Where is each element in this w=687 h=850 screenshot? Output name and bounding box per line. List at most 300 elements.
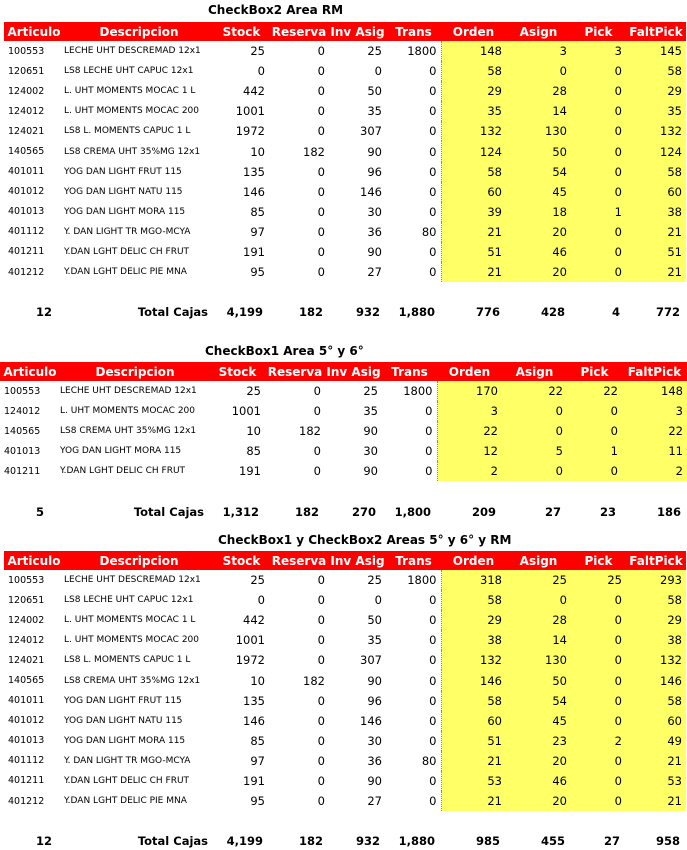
table-row — [4, 590, 686, 610]
section-2-title: CheckBox1 Area 5° y 6° — [205, 344, 364, 358]
cell-stock: 146 — [243, 184, 265, 199]
cell-descripcion: Y. DAN LIGHT TR MGO-MCYA — [64, 755, 191, 766]
column-header-orden: Orden — [437, 362, 502, 381]
cell-reserva: 0 — [317, 653, 325, 668]
table-row — [4, 242, 686, 262]
column-header-articulo: Articulo — [0, 362, 60, 381]
cell-descripcion: YOG DAN LIGHT MORA 115 — [64, 735, 186, 746]
column-header-faltpick: FaltPick — [626, 22, 686, 41]
cell-stock: 25 — [250, 44, 265, 59]
area-5-6-table — [0, 362, 687, 481]
cell-pick: 0 — [571, 630, 626, 650]
cell-pick: 0 — [571, 242, 626, 262]
cell-faltpick: 145 — [626, 41, 686, 61]
cell-faltpick: 51 — [626, 242, 686, 262]
cell-stock: 10 — [250, 144, 265, 159]
table-row — [0, 401, 687, 421]
cell-orden: 58 — [441, 590, 506, 610]
cell-reserva: 0 — [317, 224, 325, 239]
total-reserva: 182 — [294, 505, 319, 519]
cell-inv-asig: 307 — [360, 653, 382, 668]
cell-trans: 0 — [425, 464, 433, 479]
cell-articulo: 100553 — [8, 45, 45, 57]
cell-stock: 10 — [246, 424, 261, 439]
cell-articulo: 401011 — [8, 166, 45, 178]
column-header-inv-asig: Inv Asig — [329, 551, 386, 570]
cell-stock: 191 — [243, 244, 265, 259]
cell-inv-asig: 0 — [374, 64, 382, 79]
cell-orden: 39 — [441, 202, 506, 222]
cell-trans: 0 — [429, 184, 437, 199]
cell-trans: 0 — [429, 794, 437, 809]
header-row — [0, 362, 687, 381]
cell-descripcion: L. UHT MOMENTS MOCAC 200 — [64, 635, 200, 646]
cell-orden: 35 — [441, 101, 506, 121]
total-trans: 1,880 — [398, 305, 435, 319]
cell-asign: 46 — [506, 242, 571, 262]
cell-reserva: 182 — [303, 673, 325, 688]
table-row — [4, 771, 686, 791]
cell-inv-asig: 25 — [363, 384, 378, 399]
total-label: Total Cajas — [137, 834, 208, 848]
cell-inv-asig: 27 — [367, 794, 382, 809]
cell-faltpick: 21 — [626, 262, 686, 282]
cell-trans: 80 — [421, 753, 437, 768]
header-row — [4, 22, 686, 41]
cell-stock: 135 — [243, 693, 265, 708]
total-reserva: 182 — [298, 834, 323, 848]
cell-pick: 3 — [571, 41, 626, 61]
cell-trans: 0 — [429, 633, 437, 648]
total-stock: 1,312 — [222, 505, 259, 519]
cell-pick: 0 — [571, 162, 626, 182]
cell-trans: 0 — [429, 653, 437, 668]
cell-articulo: 401211 — [4, 465, 41, 477]
cell-descripcion: L. UHT MOMENTS MOCAC 1 L — [64, 615, 196, 626]
cell-stock: 146 — [243, 713, 265, 728]
cell-stock: 442 — [243, 84, 265, 99]
cell-asign: 3 — [506, 41, 571, 61]
cell-descripcion: YOG DAN LIGHT MORA 115 — [60, 446, 182, 457]
cell-faltpick: 148 — [622, 381, 687, 401]
cell-articulo: 124021 — [8, 125, 45, 137]
cell-descripcion: LS8 L. MOMENTS CAPUC 1 L — [64, 655, 191, 666]
cell-descripcion: L. UHT MOMENTS MOCAC 1 L — [64, 86, 196, 97]
table-row — [4, 570, 686, 590]
column-header-pick: Pick — [571, 551, 626, 570]
cell-trans: 0 — [429, 693, 437, 708]
cell-trans: 0 — [425, 424, 433, 439]
cell-asign: 45 — [506, 711, 571, 731]
cell-stock: 25 — [250, 573, 265, 588]
cell-asign: 54 — [506, 691, 571, 711]
cell-descripcion: YOG DAN LIGHT FRUT 115 — [64, 695, 182, 706]
table-row — [4, 711, 686, 731]
section-2-table — [0, 362, 687, 481]
cell-articulo: 140565 — [8, 146, 45, 158]
column-header-pick: Pick — [571, 22, 626, 41]
cell-pick: 2 — [571, 731, 626, 751]
cell-inv-asig: 90 — [367, 244, 382, 259]
cell-asign: 130 — [506, 121, 571, 141]
cell-asign: 0 — [502, 401, 567, 421]
cell-pick: 0 — [571, 61, 626, 81]
cell-reserva: 0 — [317, 265, 325, 280]
cell-orden: 29 — [441, 81, 506, 101]
cell-descripcion: LS8 LECHE UHT CAPUC 12x1 — [64, 595, 194, 606]
cell-stock: 0 — [257, 593, 265, 608]
cell-orden: 53 — [441, 771, 506, 791]
total-inv-asig: 932 — [355, 834, 380, 848]
cell-orden: 60 — [441, 711, 506, 731]
column-header-faltpick: FaltPick — [622, 362, 687, 381]
table-row — [4, 691, 686, 711]
cell-reserva: 0 — [317, 713, 325, 728]
cell-inv-asig: 35 — [363, 404, 378, 419]
cell-pick: 0 — [571, 101, 626, 121]
cell-descripcion: Y.DAN LGHT DELIC CH FRUT — [64, 246, 190, 257]
cell-faltpick: 58 — [626, 162, 686, 182]
cell-inv-asig: 30 — [363, 444, 378, 459]
column-header-stock: Stock — [214, 551, 269, 570]
total-trans: 1,880 — [398, 834, 435, 848]
cell-inv-asig: 30 — [367, 733, 382, 748]
cell-trans: 1800 — [407, 573, 437, 588]
total-faltpick: 186 — [656, 505, 681, 519]
cell-stock: 85 — [250, 733, 265, 748]
cell-stock: 1001 — [231, 404, 261, 419]
cell-pick: 1 — [571, 202, 626, 222]
cell-articulo: 401212 — [8, 795, 45, 807]
cell-orden: 22 — [437, 421, 502, 441]
total-inv-asig: 932 — [355, 305, 380, 319]
cell-pick: 0 — [567, 421, 622, 441]
cell-inv-asig: 307 — [360, 124, 382, 139]
cell-orden: 60 — [441, 182, 506, 202]
cell-reserva: 0 — [317, 633, 325, 648]
cell-orden: 124 — [441, 141, 506, 161]
cell-inv-asig: 0 — [374, 593, 382, 608]
cell-trans: 0 — [425, 444, 433, 459]
cell-asign: 5 — [502, 441, 567, 461]
cell-reserva: 0 — [313, 404, 321, 419]
cell-reserva: 0 — [317, 64, 325, 79]
cell-descripcion: Y.DAN LGHT DELIC CH FRUT — [60, 466, 186, 477]
cell-stock: 1972 — [235, 653, 265, 668]
total-label: Total Cajas — [133, 505, 204, 519]
cell-inv-asig: 90 — [363, 424, 378, 439]
cell-articulo: 401211 — [8, 775, 45, 787]
cell-inv-asig: 50 — [367, 613, 382, 628]
cell-stock: 191 — [243, 773, 265, 788]
cell-faltpick: 58 — [626, 61, 686, 81]
cell-reserva: 0 — [317, 794, 325, 809]
table-row — [4, 141, 686, 161]
table-row — [4, 202, 686, 222]
cell-articulo: 124012 — [8, 105, 45, 117]
total-pick: 4 — [611, 305, 620, 319]
cell-inv-asig: 30 — [367, 204, 382, 219]
cell-stock: 95 — [250, 794, 265, 809]
total-label: Total Cajas — [137, 305, 208, 319]
cell-stock: 135 — [243, 164, 265, 179]
cell-articulo: 140565 — [4, 425, 41, 437]
cell-orden: 132 — [441, 121, 506, 141]
cell-reserva: 0 — [317, 184, 325, 199]
total-orden: 209 — [471, 505, 496, 519]
cell-pick: 0 — [567, 401, 622, 421]
cell-articulo: 401112 — [8, 226, 45, 238]
column-header-inv-asig: Inv Asig — [329, 22, 386, 41]
total-stock: 4,199 — [226, 305, 263, 319]
column-header-orden: Orden — [441, 22, 506, 41]
cell-trans: 0 — [425, 404, 433, 419]
column-header-trans: Trans — [386, 551, 441, 570]
cell-pick: 25 — [571, 570, 626, 590]
table-row — [4, 731, 686, 751]
cell-stock: 97 — [250, 753, 265, 768]
cell-asign: 14 — [506, 630, 571, 650]
cell-inv-asig: 27 — [367, 265, 382, 280]
cell-stock: 85 — [250, 204, 265, 219]
total-asign: 455 — [540, 834, 565, 848]
cell-reserva: 0 — [313, 384, 321, 399]
cell-descripcion: YOG DAN LIGHT MORA 115 — [64, 206, 186, 217]
cell-pick: 0 — [571, 691, 626, 711]
column-header-orden: Orden — [441, 551, 506, 570]
cell-orden: 170 — [437, 381, 502, 401]
cell-orden: 146 — [441, 670, 506, 690]
cell-pick: 0 — [567, 461, 622, 481]
cell-inv-asig: 146 — [360, 713, 382, 728]
cell-reserva: 0 — [317, 104, 325, 119]
cell-asign: 0 — [502, 461, 567, 481]
column-header-reserva: Reserva — [269, 551, 329, 570]
cell-orden: 12 — [437, 441, 502, 461]
table-row — [4, 121, 686, 141]
total-count: 5 — [35, 505, 44, 519]
cell-pick: 0 — [571, 141, 626, 161]
cell-trans: 0 — [429, 104, 437, 119]
cell-descripcion: L. UHT MOMENTS MOCAC 200 — [64, 106, 200, 117]
cell-articulo: 140565 — [8, 675, 45, 687]
cell-trans: 0 — [429, 164, 437, 179]
table-row — [0, 461, 687, 481]
total-count: 12 — [35, 834, 52, 848]
table-row — [0, 441, 687, 461]
cell-articulo: 401112 — [8, 755, 45, 767]
cell-orden: 21 — [441, 791, 506, 811]
cell-articulo: 401211 — [8, 246, 45, 258]
cell-articulo: 124002 — [8, 614, 45, 626]
cell-faltpick: 58 — [626, 691, 686, 711]
cell-descripcion: LS8 CREMA UHT 35%MG 12x1 — [64, 146, 201, 157]
cell-orden: 51 — [441, 731, 506, 751]
column-header-reserva: Reserva — [265, 362, 325, 381]
cell-articulo: 401013 — [8, 735, 45, 747]
cell-faltpick: 22 — [622, 421, 687, 441]
total-asign: 428 — [540, 305, 565, 319]
cell-orden: 318 — [441, 570, 506, 590]
cell-descripcion: Y.DAN LGHT DELIC PIE MNA — [64, 796, 187, 807]
column-header-descripcion: Descripcion — [64, 551, 214, 570]
cell-asign: 0 — [502, 421, 567, 441]
cell-articulo: 100553 — [8, 574, 45, 586]
cell-orden: 3 — [437, 401, 502, 421]
cell-inv-asig: 25 — [367, 44, 382, 59]
cell-orden: 58 — [441, 691, 506, 711]
cell-reserva: 0 — [313, 444, 321, 459]
cell-stock: 10 — [250, 673, 265, 688]
column-header-articulo: Articulo — [4, 551, 64, 570]
cell-pick: 0 — [571, 711, 626, 731]
column-header-trans: Trans — [382, 362, 437, 381]
cell-asign: 50 — [506, 141, 571, 161]
cell-trans: 0 — [429, 124, 437, 139]
table-row — [4, 41, 686, 61]
cell-trans: 0 — [429, 144, 437, 159]
total-stock: 4,199 — [226, 834, 263, 848]
cell-asign: 14 — [506, 101, 571, 121]
cell-stock: 1001 — [235, 633, 265, 648]
cell-reserva: 182 — [303, 144, 325, 159]
cell-trans: 80 — [421, 224, 437, 239]
cell-asign: 23 — [506, 731, 571, 751]
cell-faltpick: 60 — [626, 711, 686, 731]
total-pick: 27 — [603, 834, 620, 848]
cell-orden: 148 — [441, 41, 506, 61]
cell-asign: 54 — [506, 162, 571, 182]
cell-orden: 132 — [441, 650, 506, 670]
cell-articulo: 100553 — [4, 385, 41, 397]
cell-descripcion: LECHE UHT DESCREMAD 12x1 — [64, 46, 201, 57]
cell-descripcion: Y. DAN LIGHT TR MGO-MCYA — [64, 226, 191, 237]
table-row — [4, 751, 686, 771]
cell-descripcion: LS8 CREMA UHT 35%MG 12x1 — [64, 675, 201, 686]
table-row — [4, 670, 686, 690]
column-header-asign: Asign — [506, 22, 571, 41]
cell-trans: 0 — [429, 773, 437, 788]
cell-asign: 20 — [506, 222, 571, 242]
cell-faltpick: 29 — [626, 81, 686, 101]
header-row — [4, 551, 686, 570]
section-1-table — [4, 22, 686, 282]
cell-stock: 442 — [243, 613, 265, 628]
cell-articulo: 124012 — [8, 634, 45, 646]
cell-inv-asig: 146 — [360, 184, 382, 199]
column-header-descripcion: Descripcion — [60, 362, 210, 381]
cell-articulo: 124021 — [8, 654, 45, 666]
cell-inv-asig: 36 — [367, 753, 382, 768]
cell-pick: 0 — [571, 771, 626, 791]
table-row — [0, 421, 687, 441]
cell-faltpick: 124 — [626, 141, 686, 161]
cell-reserva: 0 — [317, 613, 325, 628]
cell-inv-asig: 35 — [367, 633, 382, 648]
column-header-asign: Asign — [506, 551, 571, 570]
section-3-total-row — [0, 834, 680, 850]
cell-stock: 95 — [250, 265, 265, 280]
areas-combined-table — [4, 551, 686, 811]
cell-pick: 0 — [571, 182, 626, 202]
cell-stock: 85 — [246, 444, 261, 459]
cell-inv-asig: 35 — [367, 104, 382, 119]
cell-pick: 1 — [567, 441, 622, 461]
table-row — [0, 381, 687, 401]
cell-reserva: 0 — [317, 44, 325, 59]
cell-trans: 0 — [429, 613, 437, 628]
cell-orden: 21 — [441, 751, 506, 771]
cell-articulo: 124002 — [8, 85, 45, 97]
cell-faltpick: 293 — [626, 570, 686, 590]
total-faltpick: 772 — [655, 305, 680, 319]
cell-reserva: 182 — [299, 424, 321, 439]
cell-faltpick: 11 — [622, 441, 687, 461]
cell-faltpick: 132 — [626, 121, 686, 141]
cell-reserva: 0 — [317, 573, 325, 588]
cell-asign: 25 — [506, 570, 571, 590]
cell-asign: 22 — [502, 381, 567, 401]
cell-trans: 0 — [429, 673, 437, 688]
table-row — [4, 61, 686, 81]
cell-orden: 58 — [441, 162, 506, 182]
cell-articulo: 120651 — [8, 594, 45, 606]
cell-asign: 28 — [506, 81, 571, 101]
cell-pick: 22 — [567, 381, 622, 401]
cell-descripcion: YOG DAN LIGHT NATU 115 — [64, 186, 183, 197]
cell-articulo: 401013 — [4, 445, 41, 457]
cell-asign: 18 — [506, 202, 571, 222]
cell-trans: 1800 — [403, 384, 433, 399]
area-rm-table — [4, 22, 686, 282]
cell-asign: 28 — [506, 610, 571, 630]
column-header-reserva: Reserva — [269, 22, 329, 41]
cell-faltpick: 132 — [626, 650, 686, 670]
cell-stock: 25 — [246, 384, 261, 399]
table-row — [4, 222, 686, 242]
table-row — [4, 650, 686, 670]
cell-articulo: 401013 — [8, 206, 45, 218]
cell-inv-asig: 36 — [367, 224, 382, 239]
cell-trans: 0 — [429, 84, 437, 99]
table-row — [4, 162, 686, 182]
cell-stock: 97 — [250, 224, 265, 239]
cell-trans: 0 — [429, 593, 437, 608]
cell-reserva: 0 — [317, 753, 325, 768]
cell-faltpick: 3 — [622, 401, 687, 421]
column-header-stock: Stock — [210, 362, 265, 381]
cell-reserva: 0 — [317, 124, 325, 139]
total-faltpick: 958 — [655, 834, 680, 848]
cell-inv-asig: 96 — [367, 164, 382, 179]
cell-articulo: 401212 — [8, 266, 45, 278]
column-header-stock: Stock — [214, 22, 269, 41]
cell-pick: 0 — [571, 751, 626, 771]
cell-pick: 0 — [571, 121, 626, 141]
cell-descripcion: LS8 L. MOMENTS CAPUC 1 L — [64, 126, 191, 137]
cell-faltpick: 146 — [626, 670, 686, 690]
cell-trans: 0 — [429, 204, 437, 219]
cell-asign: 130 — [506, 650, 571, 670]
cell-faltpick: 21 — [626, 791, 686, 811]
cell-stock: 0 — [257, 64, 265, 79]
cell-orden: 21 — [441, 262, 506, 282]
table-row — [4, 262, 686, 282]
cell-descripcion: LECHE UHT DESCREMAD 12x1 — [60, 386, 197, 397]
cell-reserva: 0 — [317, 693, 325, 708]
column-header-descripcion: Descripcion — [64, 22, 214, 41]
cell-orden: 38 — [441, 630, 506, 650]
